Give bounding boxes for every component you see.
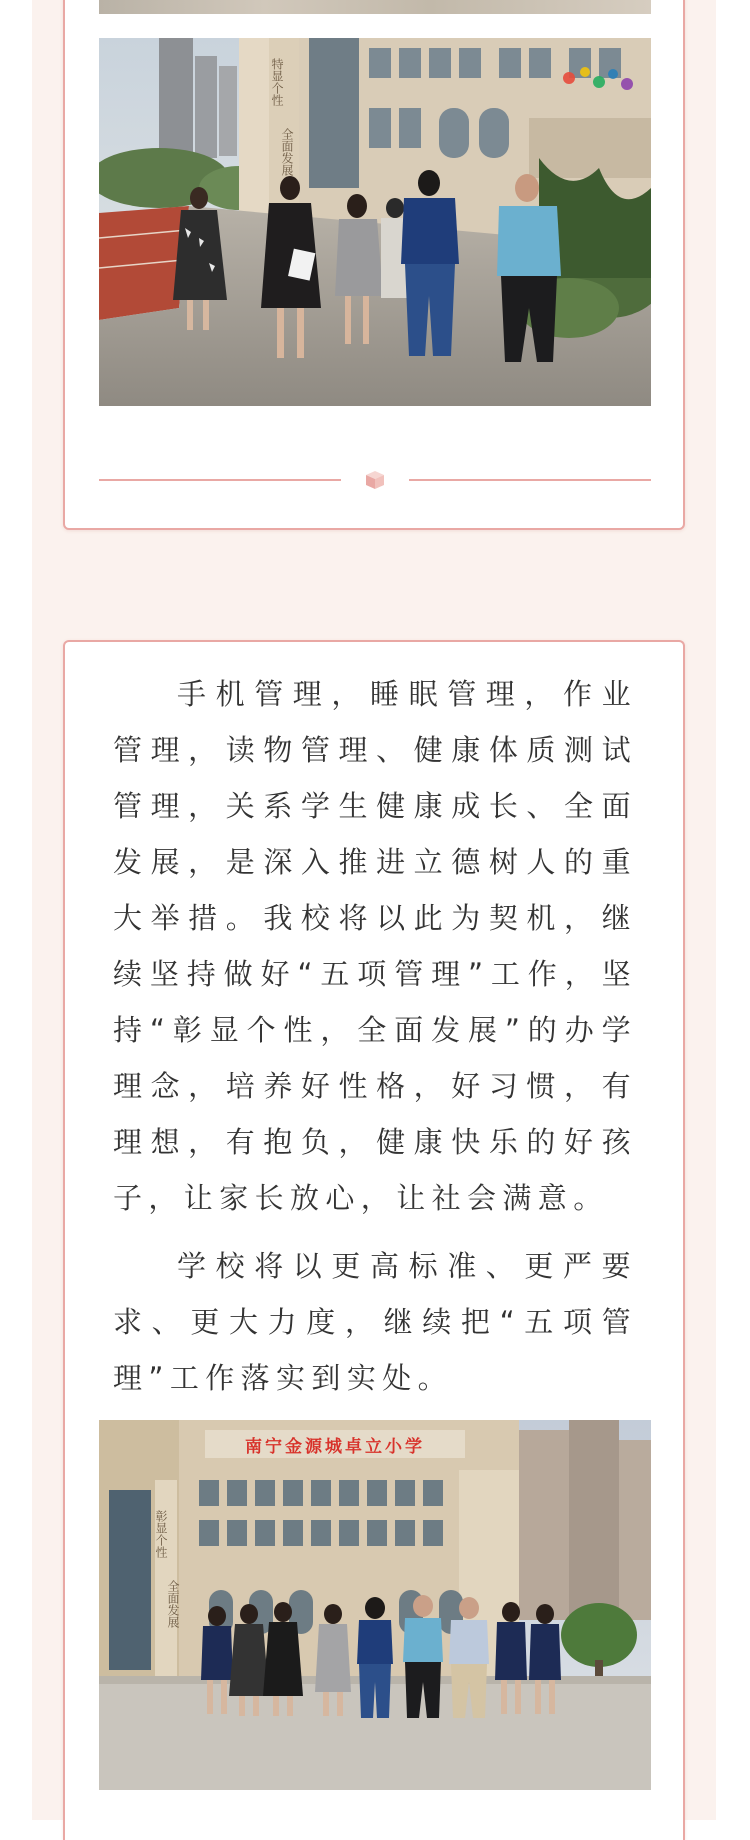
photo-inspection-walk-image	[99, 38, 651, 406]
pillar-text-left: 彰显个性	[154, 1510, 168, 1558]
cube-icon	[363, 468, 387, 492]
walk-sign-left: 特显个性	[270, 58, 284, 106]
divider-line-right	[409, 479, 651, 481]
walk-sign-right: 全面发展	[280, 128, 294, 176]
paragraph-2: 学校将以更高标准、更严要求、更大力度，继续把“五项管理”工作落实到实处。	[113, 1249, 637, 1395]
school-sign: 南宁金源城卓立小学	[245, 1437, 425, 1457]
article-body	[113, 666, 637, 1418]
photo-group-portrait	[99, 1420, 651, 1790]
divider-line-left	[99, 479, 341, 481]
photo-previous-bottom-edge	[99, 0, 651, 14]
section-divider	[99, 468, 651, 492]
photo-inspection-walk	[99, 38, 651, 406]
photo-group-portrait-image	[99, 1420, 651, 1790]
article-card-bottom	[63, 640, 685, 1840]
pillar-text-right: 全面发展	[166, 1580, 180, 1628]
paragraph-1: 手机管理，睡眠管理，作业管理，读物管理、健康体质测试管理，关系学生健康成长、全面发展，是深入推进立德树人的重大举措。我校将以此为契机，继续坚持做好“五项管理”工作，坚持“彰显个性，全面发展”的办学理念，培养好性格，好习惯，有理想，有抱负，健康快乐的好孩子，让家长放心，让社会满意。	[113, 677, 637, 1215]
article-card-top	[63, 0, 685, 530]
